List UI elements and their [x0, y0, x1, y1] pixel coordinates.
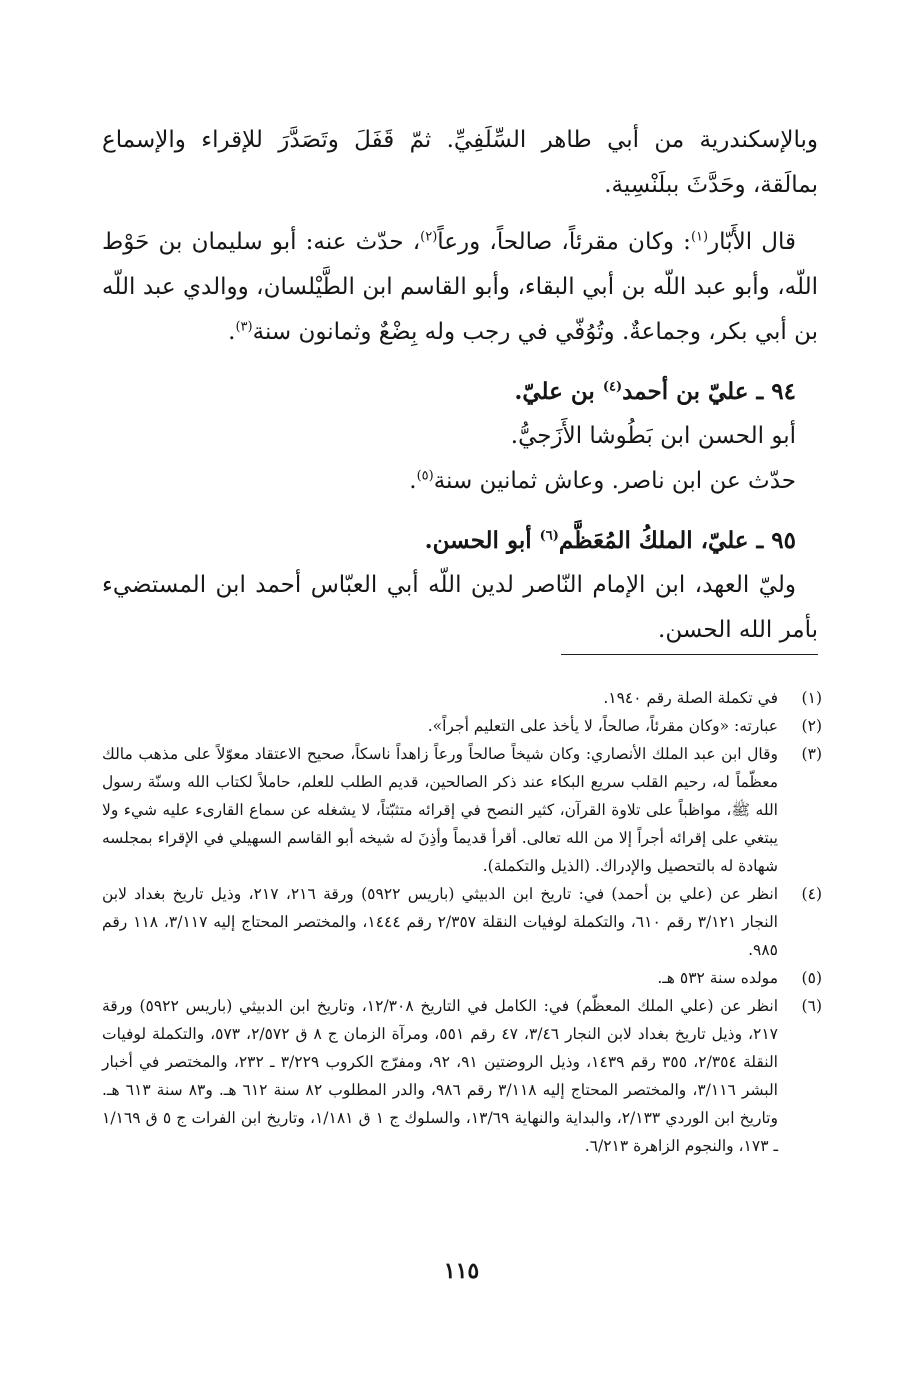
text-span: : وكان مقرئاً، صالحاً، ورعاً	[437, 229, 691, 255]
footnote-ref-3: (٣)	[235, 319, 253, 335]
footnote-number: (٢)	[801, 717, 822, 735]
entry-94-title	[102, 369, 818, 414]
entry-95-line-1: وليّ العهد، ابن الإمام النّاصر لدين اللّه أبي العبّاس أحمد ابن المستضيء بأمر الله الحسن.	[102, 572, 818, 643]
page-number: ١١٥	[443, 1258, 480, 1284]
footnote-item	[102, 712, 822, 740]
main-text	[102, 118, 818, 653]
footnote-ref-6: (٦)	[539, 528, 559, 544]
text-span: ، حدّث عنه: أبو سليمان بن حَوْط اللّه، وأبو عبد اللّه بن أبي البقاء، وأبو القاسم ابن الطَّيْلسان، ووالدي عبد اللّه بن أبي بكر، وجماعةٌ. وتُوُفّي في رجب وله بِضْعٌ وثمانون سنة	[102, 229, 818, 345]
footnote-text: انظر عن (علي الملك المعظّم) في: الكامل في التاريخ ١٢/٣٠٨، وتاريخ ابن الدبيثي (باريس ٥٩٢٢) ورقة ٢١٧، وذيل تاريخ بغداد لابن النجار ٣/٤٦، ٤٧ رقم ٥٥١، ومرآة الزمان ج ٨ ق ٢/٥٧٢، ٥٧٣، والتكملة لوفيات النقلة ٢/٣٥٤، ٣٥٥ رقم ١٤٣٩، وذيل الروضتين ٩١، ٩٢، ومفرّج الكروب ٣/٢٢٩ ـ ٢٣٢، والمختصر في أخبار البشر ٣/١١٦، والمختصر المحتاج إليه ٣/١١٨ رقم ٩٨٦، والدر المطلوب ٨٢ سنة ٦١٢ هـ. و٨٣ سنة ٦١٣ هـ. وتاريخ ابن الوردي ٢/١٣٣، والبداية والنهاية ١٣/٦٩، والسلوك ج ١ ق ١/١٨١، وتاريخ ابن الفرات ج ٥ ق ١/١٦٩ ـ ١٧٣، والنجوم الزاهرة ٦/٢١٣.	[102, 997, 779, 1155]
text-span: .	[228, 319, 236, 345]
paragraph-abbar-quote	[102, 220, 818, 355]
footnote-number: (٤)	[801, 885, 822, 903]
footnote-item	[102, 964, 822, 992]
footnote-ref-4: (٤)	[602, 379, 623, 395]
footnotes	[102, 684, 822, 1160]
footnote-item	[102, 880, 822, 964]
footnote-item	[102, 684, 822, 712]
paragraph-continuation: وبالإسكندرية من أبي طاهر السِّلَفِيِّ. ثمّ قَفَلَ وتَصَدَّرَ للإقراء والإسماع بمالَقة، وحَدَّثَ ببلَنْسِية.	[102, 127, 818, 198]
footnote-text: في تكملة الصلة رقم ١٩٤٠.	[603, 689, 778, 707]
entry-94-line-1: أبو الحسن ابن بَطُوشا الأَزَجيُّ.	[510, 423, 796, 449]
footnote-item	[102, 740, 822, 880]
footnote-text: وقال ابن عبد الملك الأنصاري: وكان شيخاً صالحاً ورعاً زاهداً ناسكاً، صحيح الاعتقاد معوّلاً على مذهب مالك معظّماً له، رحيم القلب سريع البكاء عند ذكر الصالحين، قديم الطلب للعلم، حاملاً لكتاب الله وسنّة رسول الله ﷺ، مواظباً على تلاوة القرآن، كثير النصح في إقرائه متثبّتاً، لا يشغله عن سماع القارىء عليه شيء ولا يبتغي على إقرائه أجراً إلا من الله تعالى. أقرأ قديماً وأذِنَ له شيخه أبو القاسم السهيلي في الإقراء بمجلسه شهادة له بالتحصيل والإدراك. (الذيل والتكملة).	[102, 745, 778, 875]
footnote-text: عبارته: «وكان مقرئاً، صالحاً، لا يأخذ على التعليم أجراً».	[427, 717, 778, 735]
text-span: قال الأَبّار	[708, 229, 796, 255]
entry-95-name: ٩٥ ـ عليّ، الملكُ المُعَظَّم	[558, 527, 796, 554]
footnote-text: مولده سنة ٥٣٢ هـ.	[657, 969, 778, 987]
text-span: .	[409, 468, 417, 494]
footnote-number: (٦)	[801, 997, 822, 1015]
footnote-ref-1: (١)	[690, 229, 709, 245]
entry-94-line-2	[102, 459, 818, 504]
entry-94-name-end: بن عليّ.	[514, 378, 603, 405]
footnote-item	[102, 992, 822, 1160]
footnote-number: (٣)	[801, 745, 822, 763]
footnote-ref-5: (٥)	[416, 468, 434, 484]
entry-94-name: ٩٤ ـ عليّ بن أحمد	[622, 378, 796, 405]
footnote-number: (١)	[801, 689, 822, 707]
text-span: حدّث عن ابن ناصر. وعاش ثمانين سنة	[433, 468, 796, 494]
footnote-number: (٥)	[801, 969, 822, 987]
footnote-ref-2: (٢)	[420, 229, 438, 245]
footnote-divider	[561, 654, 818, 655]
entry-95-title	[102, 518, 818, 563]
entry-95-name-end: أبو الحسن.	[424, 527, 540, 554]
footnote-text: انظر عن (علي بن أحمد) في: تاريخ ابن الدبيثي (باريس ٥٩٢٢) ورقة ٢١٦، ٢١٧، وذيل تاريخ بغداد لابن النجار ٣/١٢١ رقم ٦١٠، والتكملة لوفيات النقلة ٢/٣٥٧ رقم ١٤٤٤، والمختصر المحتاج إليه ٣/١١٧، ١١٨ رقم ٩٨٥.	[102, 885, 778, 959]
